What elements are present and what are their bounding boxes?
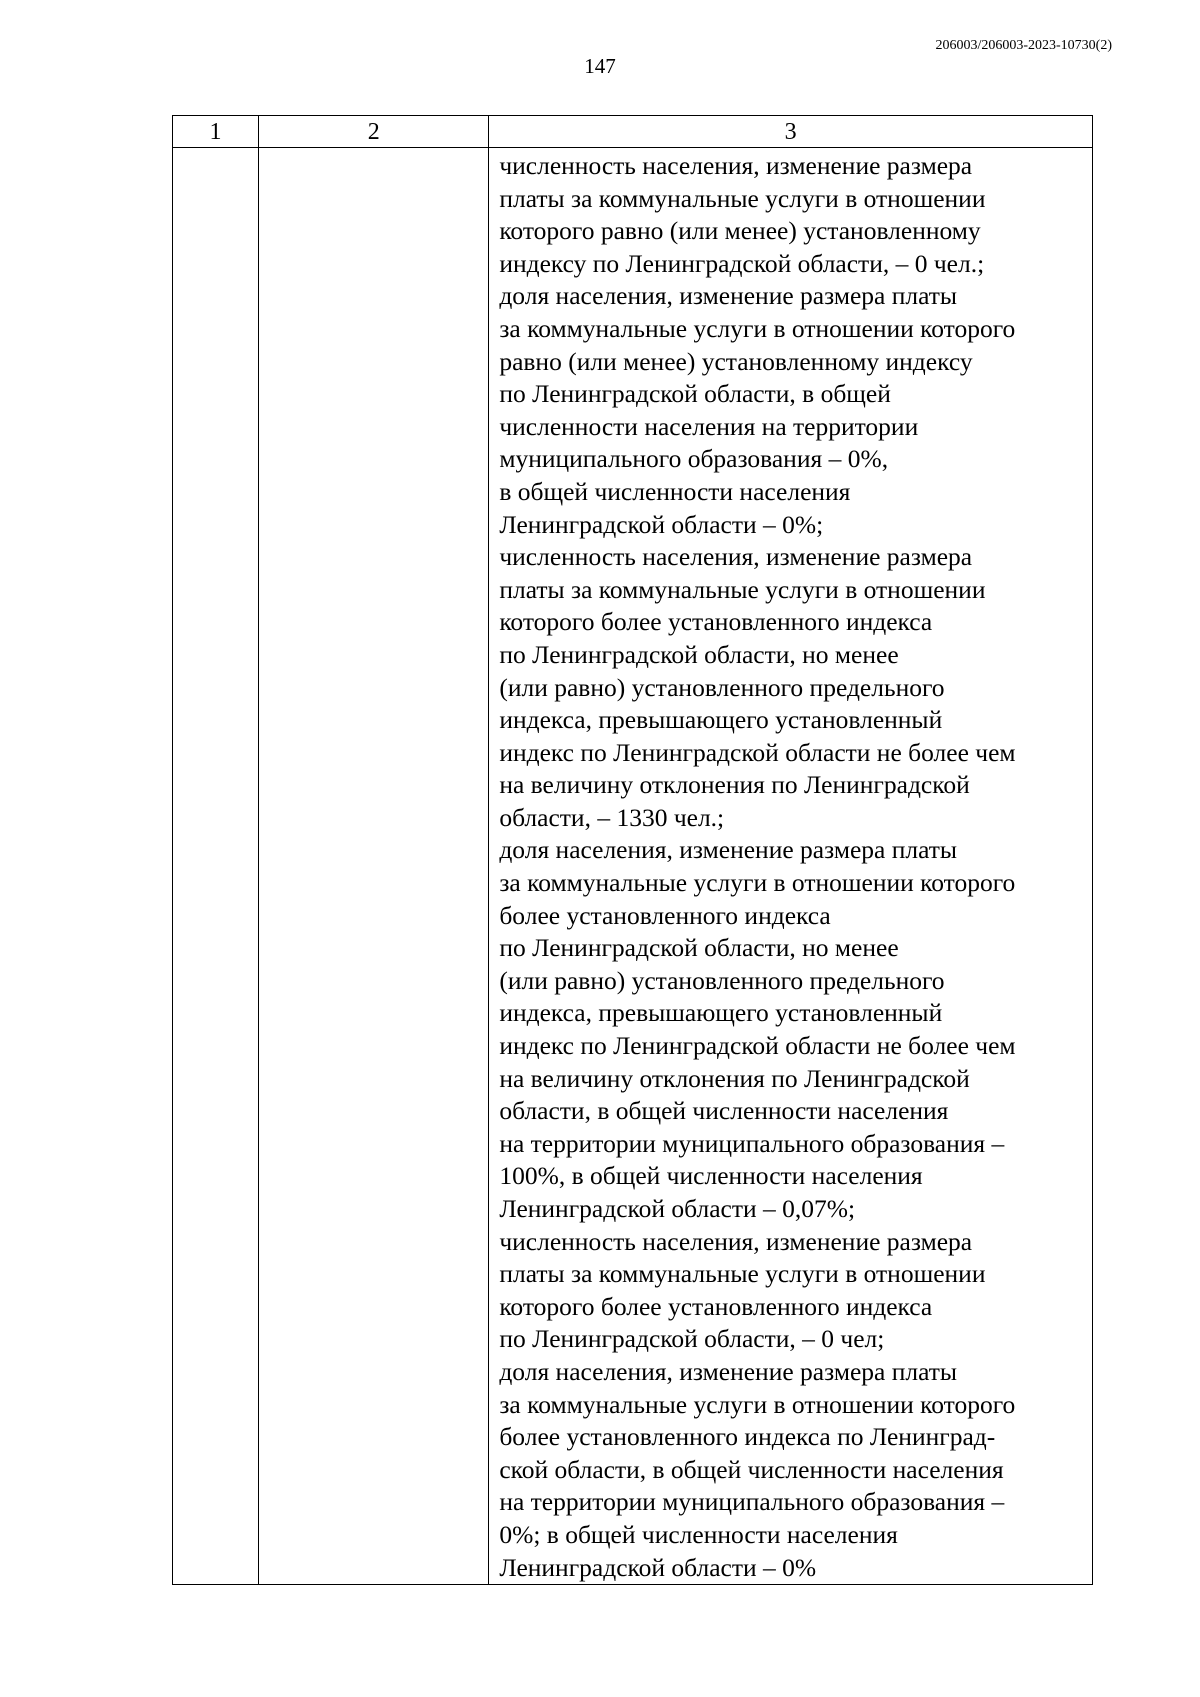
cell-text-line: Ленинградской области – 0,07%;: [499, 1194, 856, 1223]
cell-text-line: по Ленинградской области, в общей: [499, 379, 891, 409]
page-number: 147: [584, 54, 616, 78]
cell-text-line: области, – 1330 чел.;: [499, 802, 725, 832]
main-table: [172, 115, 1093, 1585]
table-cell-col2: [259, 148, 489, 1585]
cell-text-line: на территории муниципального образования –: [499, 1487, 1005, 1517]
cell-text-line: индексу по Ленинградской области, – 0 чел.;: [499, 248, 985, 278]
cell-text-line: по Ленинградской области, но менее: [499, 933, 899, 963]
cell-text-line: которого равно (или менее) установленному: [499, 216, 981, 246]
cell-text-line: (или равно) установленного предельного: [499, 965, 945, 995]
cell-text-line: муниципального образования – 0%,: [499, 444, 889, 474]
cell-text-line: на величину отклонения по Ленинградской: [499, 1063, 970, 1093]
table-row: [173, 148, 1093, 1585]
cell-text-line: индекс по Ленинградской области не более чем: [499, 737, 1016, 767]
column-header-1: 1: [173, 116, 259, 148]
column-header-3: 3: [489, 116, 1093, 148]
cell-text-line: за коммунальные услуги в отношении которого: [499, 1389, 1016, 1419]
cell-text-line: индекса, превышающего установленный: [499, 705, 943, 735]
cell-text-line: платы за коммунальные услуги в отношении: [499, 574, 986, 604]
cell-text-line: более установленного индекса по Ленинград-: [499, 1422, 996, 1452]
cell-text-line: численность населения, изменение размера: [499, 1226, 973, 1256]
table-header-row: [173, 116, 1093, 148]
cell-text-line: доля населения, изменение размера платы: [499, 835, 958, 865]
cell-text-line: в общей численности населения: [499, 476, 851, 506]
cell-text-line: за коммунальные услуги в отношении которого: [499, 868, 1016, 898]
cell-text-line: индекса, превышающего установленный: [499, 998, 943, 1028]
cell-text-line: на величину отклонения по Ленинградской: [499, 770, 970, 800]
cell-text-line: области, в общей численности населения: [499, 1096, 949, 1126]
cell-text-line: Ленинградской области – 0%: [499, 1552, 817, 1582]
cell-text-line: платы за коммунальные услуги в отношении: [499, 1259, 986, 1289]
cell-text-line: (или равно) установленного предельного: [499, 672, 945, 702]
cell-text-line: за коммунальные услуги в отношении которого: [499, 313, 1016, 343]
cell-text-line: 0%; в общей численности населения: [499, 1519, 898, 1549]
cell-text-line: индекс по Ленинградской области не более чем: [499, 1031, 1016, 1061]
cell-text-line: на территории муниципального образования –: [499, 1128, 1005, 1158]
cell-text-line: 100%, в общей численности населения: [499, 1161, 923, 1191]
cell-text-line: Ленинградской области – 0%;: [499, 509, 824, 539]
cell-text-line: которого более установленного индекса: [499, 1291, 933, 1321]
document-id: 206003/206003-2023-10730(2): [935, 38, 1112, 53]
cell-text-line: численности населения на территории: [499, 411, 919, 441]
cell-text-line: по Ленинградской области, но менее: [499, 639, 899, 669]
cell-text-line: более установленного индекса: [499, 900, 831, 930]
cell-text-line: доля населения, изменение размера платы: [499, 1356, 958, 1386]
table-cell-col3: [489, 148, 1093, 1585]
cell-text-line: численность населения, изменение размера: [499, 151, 973, 180]
cell-text-line: доля населения, изменение размера платы: [499, 281, 958, 311]
cell-text-line: по Ленинградской области, – 0 чел;: [499, 1324, 885, 1354]
column-header-2: 2: [259, 116, 489, 148]
table-cell-col1: [173, 148, 259, 1585]
cell-text-line: равно (или менее) установленному индексу: [499, 346, 973, 376]
cell-text-line: численность населения, изменение размера: [499, 542, 973, 572]
cell-text-line: платы за коммунальные услуги в отношении: [499, 183, 986, 213]
cell-text-line: ской области, в общей численности населения: [499, 1454, 1004, 1484]
cell-text-line: которого более установленного индекса: [499, 607, 933, 637]
